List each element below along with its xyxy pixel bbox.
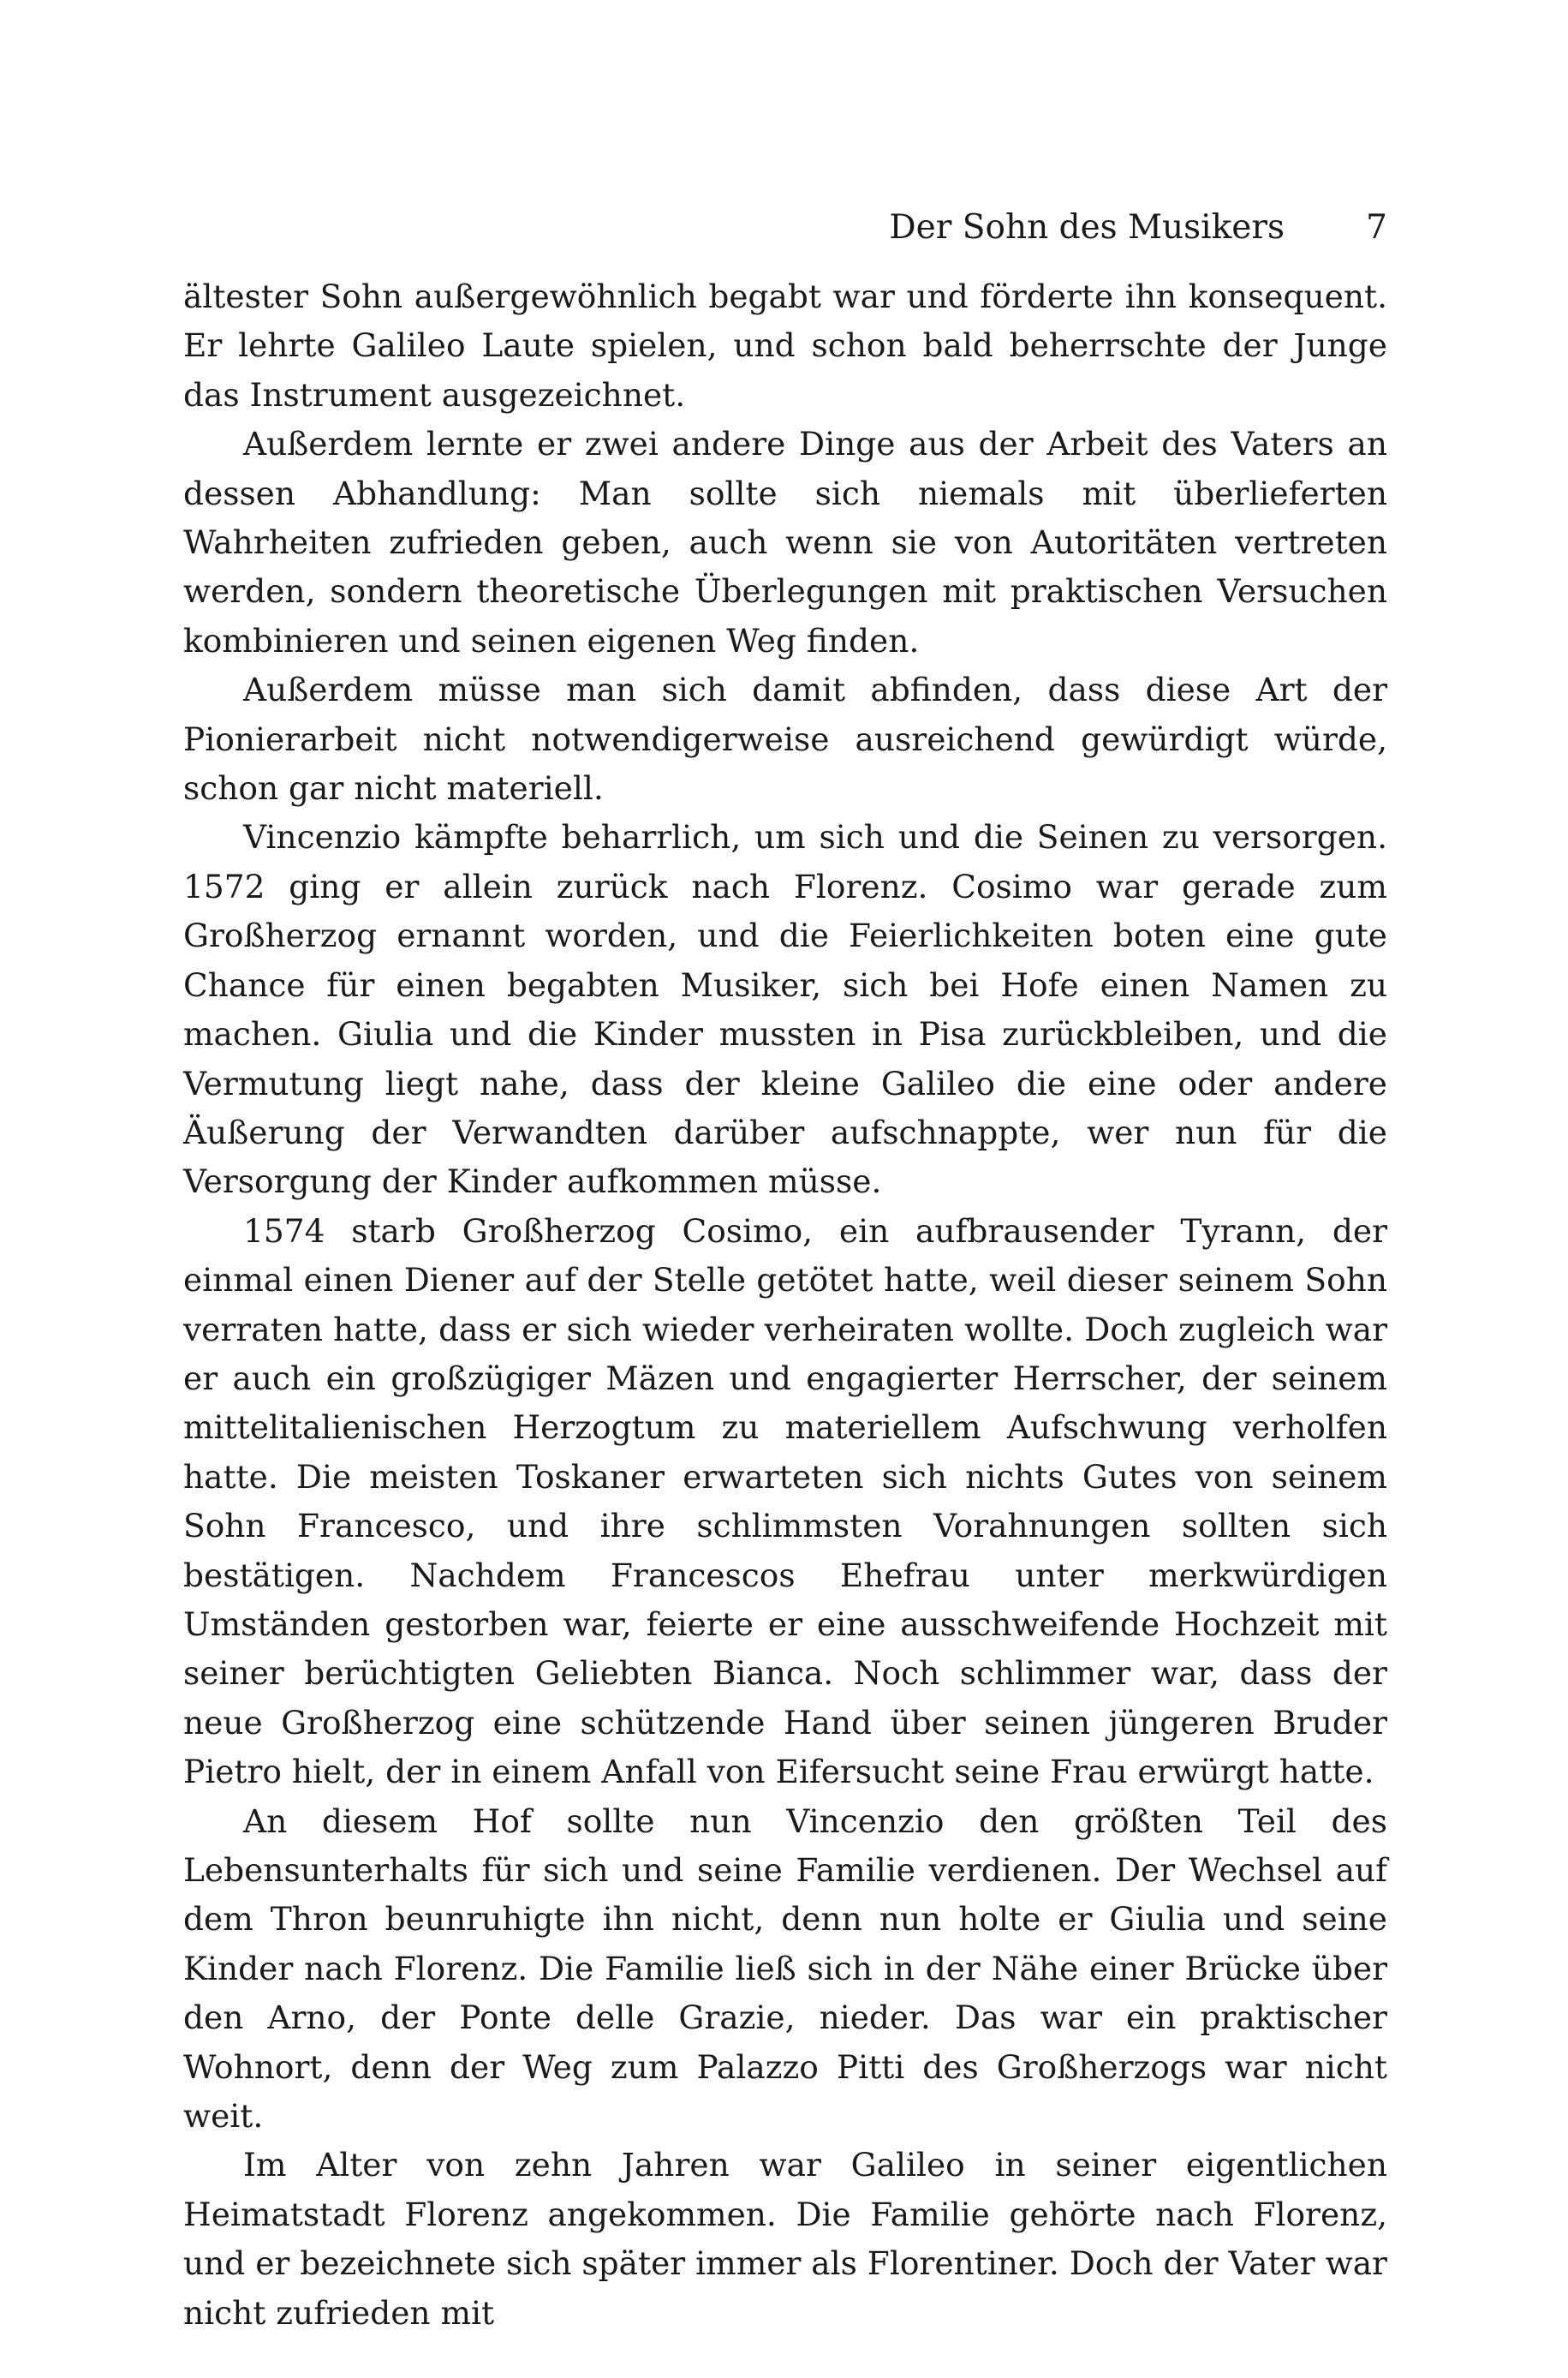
paragraph: 1574 starb Großherzog Cosimo, ein aufbrausender Tyrann, der einmal einen Diener auf der Stelle getötet hatte, weil dieser seinem Sohn verraten hatte, dass er sich wieder verheiraten wollte. Doch zugleich war er auch ein großzügiger Mäzen und engagierter Herrscher, der seinem mittelitalienischen Herzogtum zu materiellem Aufschwung verholfen hatte. Die meisten Toskaner erwarteten sich nichts Gutes von seinem Sohn Francesco, und ihre schlimmsten Vorahnungen sollten sich bestätigen. Nachdem Francescos Ehefrau unter merkwürdigen Umständen gestorben war, feierte er eine ausschweifende Hochzeit mit seiner berüchtigten Geliebten Bianca. Noch schlimmer war, dass der neue Großherzog eine schützende Hand über seinen jüngeren Bruder Pietro hielt, der in einem Anfall von Eifersucht seine Frau erwürgt hatte. [183,1211,1387,1791]
paragraph: Vincenzio kämpfte beharrlich, um sich und die Seinen zu versorgen. 1572 ging er allein zurück nach Florenz. Cosimo war gerade zum Großherzog ernannt worden, und die Feierlichkeiten boten eine gute Chance für einen begabten Musiker, sich bei Hofe einen Namen zu machen. Giulia und die Kinder mussten in Pisa zurückbleiben, und die Vermutung liegt nahe, dass der kleine Galileo die eine oder andere Äußerung der Verwandten darüber aufschnappte, wer nun für die Versorgung der Kinder aufkommen müsse. [183,818,1387,1201]
page-number: 7 [1366,208,1387,247]
running-title: Der Sohn des Musikers [889,208,1285,247]
paragraph: Außerdem lernte er zwei andere Dinge aus der Arbeit des Vaters an dessen Abhandlung: Man sollte sich niemals mit überlieferten Wahrheiten zufrieden geben, auch wenn sie von Autoritäten vertreten werden, sondern theoretische Überlegungen mit praktischen Versuchen kombinieren und seinen eigenen Weg finden. [183,425,1387,660]
paragraph: An diesem Hof sollte nun Vincenzio den größten Teil des Lebensunterhalts für sich und seine Familie verdienen. Der Wechsel auf dem Thron beunruhigte ihn nicht, denn nun holte er Giulia und seine Kinder nach Florenz. Die Familie ließ sich in der Nähe einer Brücke über den Arno, der Ponte delle Grazie, nieder. Das war ein praktischer Wohnort, denn der Weg zum Palazzo Pitti des Großherzogs war nicht weit. [183,1801,1387,2136]
paragraph: Außerdem müsse man sich damit abfinden, dass diese Art der Pionierarbeit nicht notwendigerweise ausreichend gewürdigt würde, schon gar nicht materiell. [183,671,1387,808]
body-text [183,272,1387,2338]
paragraph: ältester Sohn außergewöhnlich begabt war und förderte ihn konsequent. Er lehrte Galileo Laute spielen, und schon bald beherrschte der Junge das Instrument ausgezeichnet. [183,278,1387,414]
paragraph: Im Alter von zehn Jahren war Galileo in seiner eigentlichen Heimatstadt Florenz angekommen. Die Familie gehörte nach Florenz, und er bezeichnete sich später immer als Florentiner. Doch der Vater war nicht zufrieden mit [183,2146,1387,2332]
running-head [183,202,1387,254]
